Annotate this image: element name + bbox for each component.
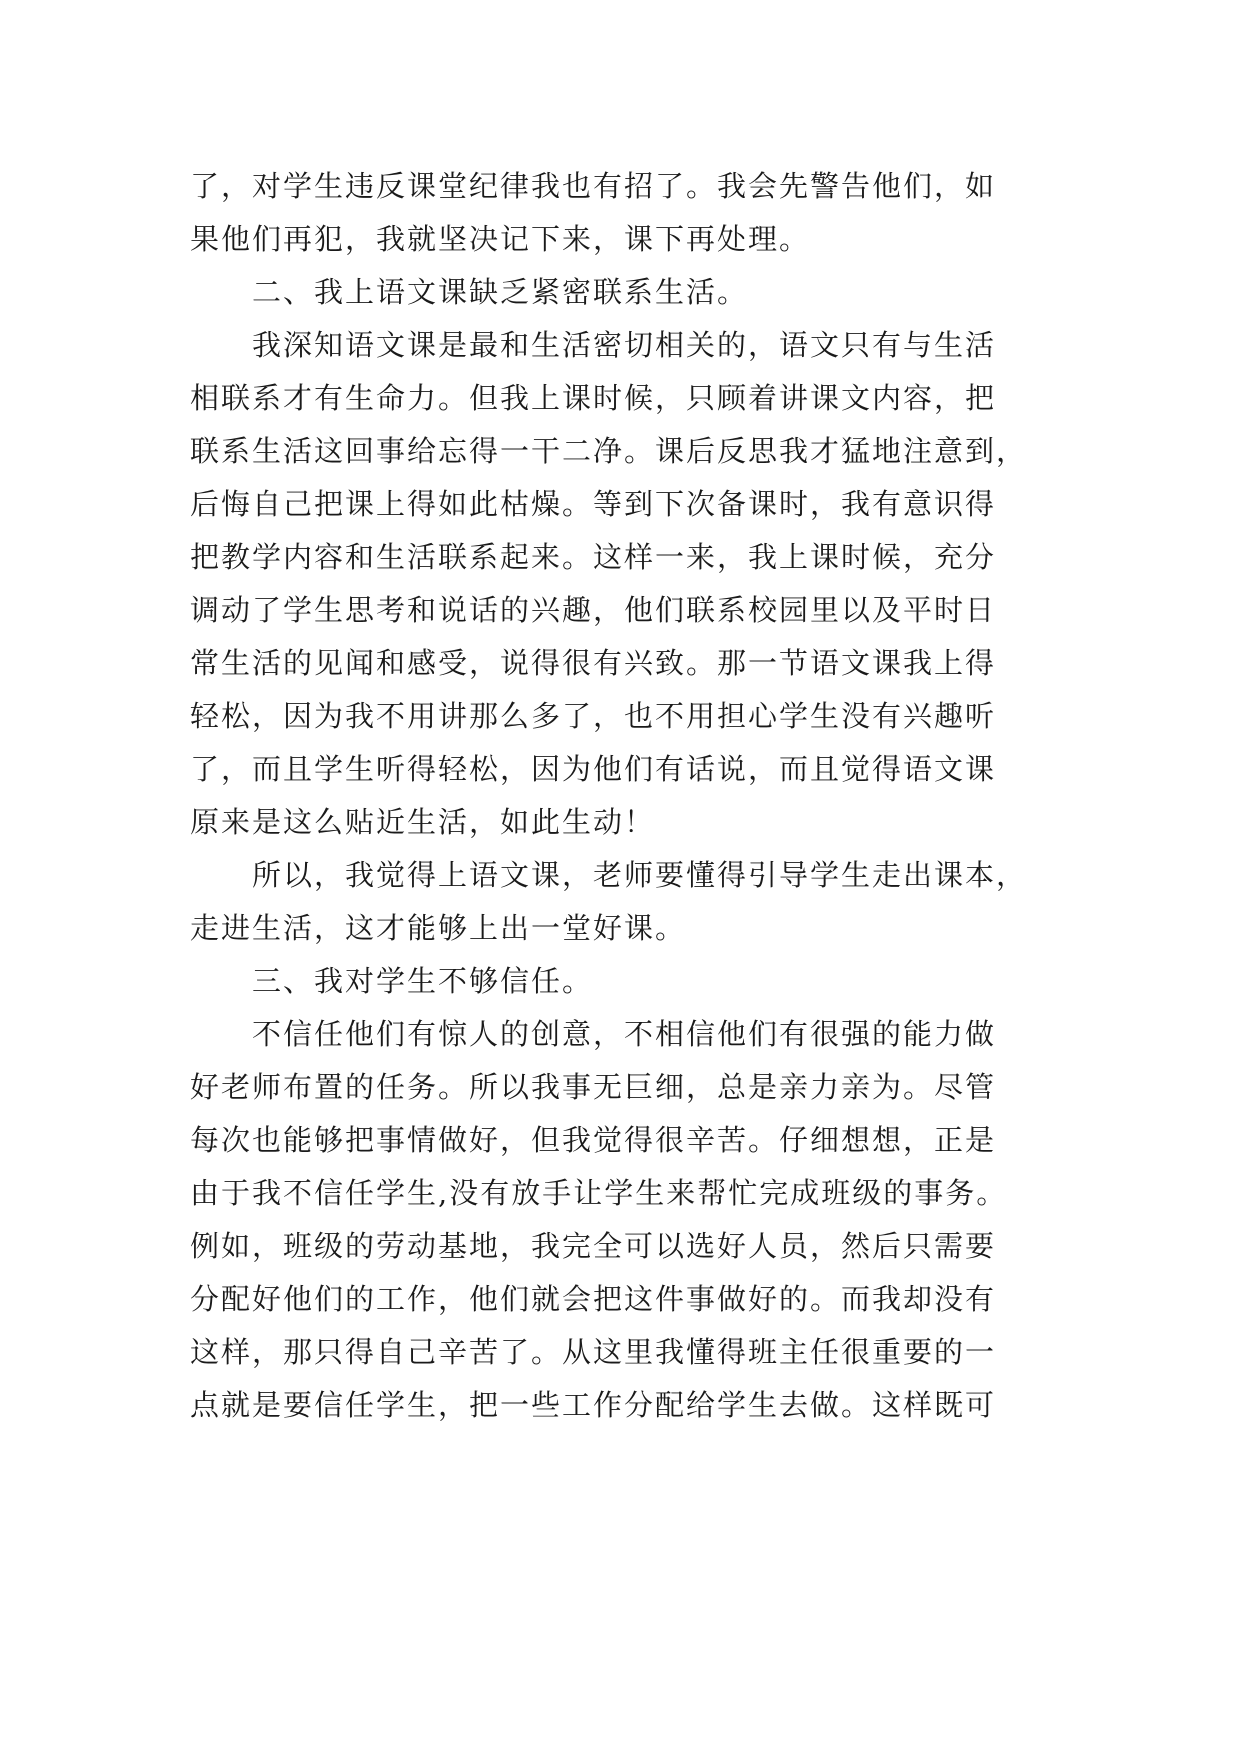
text-line: 原来是这么贴近生活，如此生动！ (190, 805, 656, 839)
text-line: 由于我不信任学生,没有放手让学生来帮忙完成班级的事务。 (190, 1176, 1008, 1210)
text-line: 了，对学生违反课堂纪律我也有招了。我会先警告他们，如 (190, 169, 997, 203)
text-line: 二、我上语文课缺乏紧密联系生活。 (252, 275, 749, 309)
body-text (190, 160, 1050, 1432)
text-line: 后悔自己把课上得如此枯燥。等到下次备课时，我有意识得 (190, 487, 997, 521)
text-line: 联系生活这回事给忘得一干二净。课后反思我才猛地注意到， (190, 434, 1028, 468)
text-line: 不信任他们有惊人的创意，不相信他们有很强的能力做 (252, 1017, 997, 1051)
text-line: 分配好他们的工作，他们就会把这件事做好的。而我却没有 (190, 1282, 997, 1316)
text-line: 果他们再犯，我就坚决记下来，课下再处理。 (190, 222, 811, 256)
text-line: 每次也能够把事情做好，但我觉得很辛苦。仔细想想，正是 (190, 1123, 997, 1157)
text-line: 三、我对学生不够信任。 (252, 964, 594, 998)
text-line: 所以，我觉得上语文课，老师要懂得引导学生走出课本， (252, 858, 1028, 892)
text-line: 轻松，因为我不用讲那么多了，也不用担心学生没有兴趣听 (190, 699, 997, 733)
text-line: 常生活的见闻和感受，说得很有兴致。那一节语文课我上得 (190, 646, 997, 680)
text-line: 相联系才有生命力。但我上课时候，只顾着讲课文内容，把 (190, 381, 997, 415)
text-line: 这样，那只得自己辛苦了。从这里我懂得班主任很重要的一 (190, 1335, 997, 1369)
text-line: 点就是要信任学生，把一些工作分配给学生去做。这样既可 (190, 1388, 997, 1422)
text-line: 把教学内容和生活联系起来。这样一来，我上课时候，充分 (190, 540, 997, 574)
text-line: 走进生活，这才能够上出一堂好课。 (190, 911, 687, 945)
text-line: 了，而且学生听得轻松，因为他们有话说，而且觉得语文课 (190, 752, 997, 786)
text-line: 例如，班级的劳动基地，我完全可以选好人员，然后只需要 (190, 1229, 997, 1263)
text-line: 我深知语文课是最和生活密切相关的，语文只有与生活 (252, 328, 997, 362)
text-line: 好老师布置的任务。所以我事无巨细，总是亲力亲为。尽管 (190, 1070, 997, 1104)
text-line: 调动了学生思考和说话的兴趣，他们联系校园里以及平时日 (190, 593, 997, 627)
